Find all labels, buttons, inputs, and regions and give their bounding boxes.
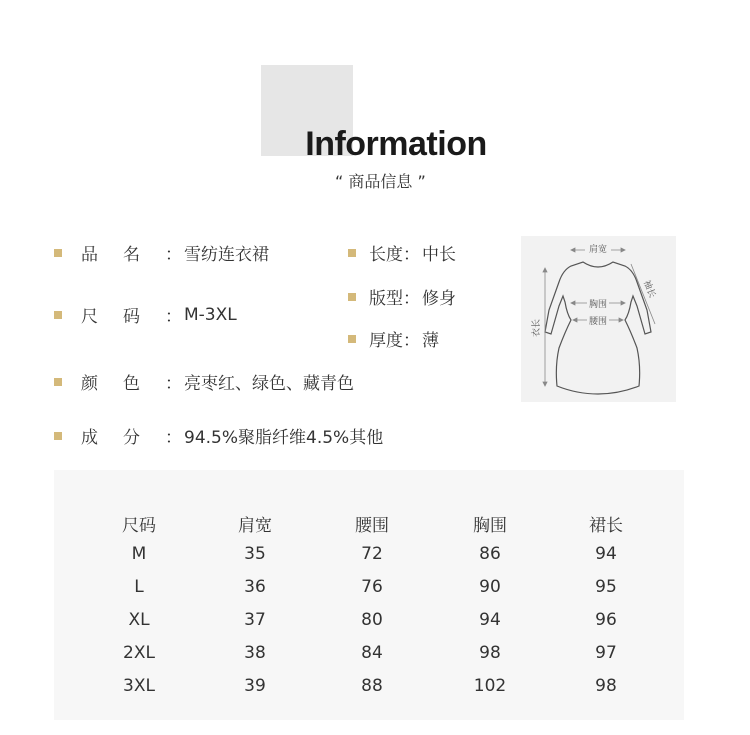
- info-row-length: [348, 240, 456, 265]
- table-cell: 38: [244, 643, 266, 663]
- table-cell: 90: [479, 577, 501, 597]
- bullet-icon: [54, 249, 62, 257]
- table-cell: L: [134, 577, 144, 597]
- info-value-fit: 修身: [422, 289, 456, 309]
- table-cell: 86: [479, 544, 501, 564]
- table-cell: 98: [479, 643, 501, 663]
- table-cell: 76: [361, 577, 383, 597]
- table-header: 裙长: [589, 516, 623, 536]
- colon: ：: [403, 289, 420, 309]
- table-cell: 36: [244, 577, 266, 597]
- colon: ：: [165, 374, 182, 394]
- diagram-label-waist: 腰围: [588, 317, 608, 327]
- table-cell: 102: [473, 676, 507, 696]
- table-header: 胸围: [473, 516, 507, 536]
- table-cell: XL: [128, 610, 150, 630]
- info-row-size: [54, 302, 237, 327]
- info-label-name: 品名: [81, 245, 165, 265]
- info-value-name: 雪纺连衣裙: [184, 245, 269, 265]
- info-label-thickness: 厚度: [369, 331, 403, 351]
- table-cell: 97: [595, 643, 617, 663]
- table-header: 肩宽: [238, 516, 272, 536]
- size-table: [54, 470, 684, 720]
- table-cell: 3XL: [123, 676, 155, 696]
- info-label-length: 长度: [369, 245, 403, 265]
- colon: ：: [165, 307, 182, 327]
- table-cell: 94: [479, 610, 501, 630]
- colon: ：: [165, 428, 182, 448]
- info-value-material: 94.5%聚脂纤维4.5%其他: [184, 428, 384, 448]
- bullet-icon: [54, 378, 62, 386]
- info-row-color: [54, 369, 354, 394]
- table-cell: 35: [244, 544, 266, 564]
- info-row-fit: [348, 284, 456, 309]
- table-cell: 39: [244, 676, 266, 696]
- diagram-label-shoulder: 肩宽: [588, 245, 608, 255]
- table-cell: M: [131, 544, 147, 564]
- table-cell: 72: [361, 544, 383, 564]
- info-label-fit: 版型: [369, 289, 403, 309]
- dress-illustration: [521, 236, 676, 402]
- info-label-material: 成分: [81, 428, 165, 448]
- info-label-size: 尺码: [81, 307, 165, 327]
- table-cell: 2XL: [123, 643, 155, 663]
- diagram-label-chest: 胸围: [588, 300, 608, 310]
- colon: ：: [403, 331, 420, 351]
- table-header: 尺码: [122, 516, 156, 536]
- colon: ：: [165, 245, 182, 265]
- dress-measurement-diagram: [521, 236, 676, 402]
- bullet-icon: [348, 249, 356, 257]
- table-cell: 37: [244, 610, 266, 630]
- table-cell: 84: [361, 643, 383, 663]
- table-cell: 80: [361, 610, 383, 630]
- page-subtitle: “ 商品信息 ”: [335, 172, 426, 191]
- table-cell: 98: [595, 676, 617, 696]
- colon: ：: [403, 245, 420, 265]
- info-row-name: [54, 240, 269, 265]
- info-value-length: 中长: [422, 245, 456, 265]
- info-label-color: 颜色: [81, 374, 165, 394]
- info-value-size: M-3XL: [184, 304, 237, 325]
- bullet-icon: [348, 335, 356, 343]
- info-value-color: 亮枣红、绿色、藏青色: [184, 374, 354, 394]
- bullet-icon: [348, 293, 356, 301]
- bullet-icon: [54, 311, 62, 319]
- diagram-label-sleeve: 袖长: [640, 279, 657, 300]
- info-row-material: [54, 423, 383, 448]
- table-cell: 94: [595, 544, 617, 564]
- diagram-label-length: 衣长: [532, 318, 542, 338]
- page-title: Information: [305, 125, 487, 163]
- table-cell: 95: [595, 577, 617, 597]
- table-header: 腰围: [355, 516, 389, 536]
- table-cell: 96: [595, 610, 617, 630]
- info-value-thickness: 薄: [422, 331, 439, 351]
- info-row-thickness: [348, 326, 439, 351]
- table-cell: 88: [361, 676, 383, 696]
- bullet-icon: [54, 432, 62, 440]
